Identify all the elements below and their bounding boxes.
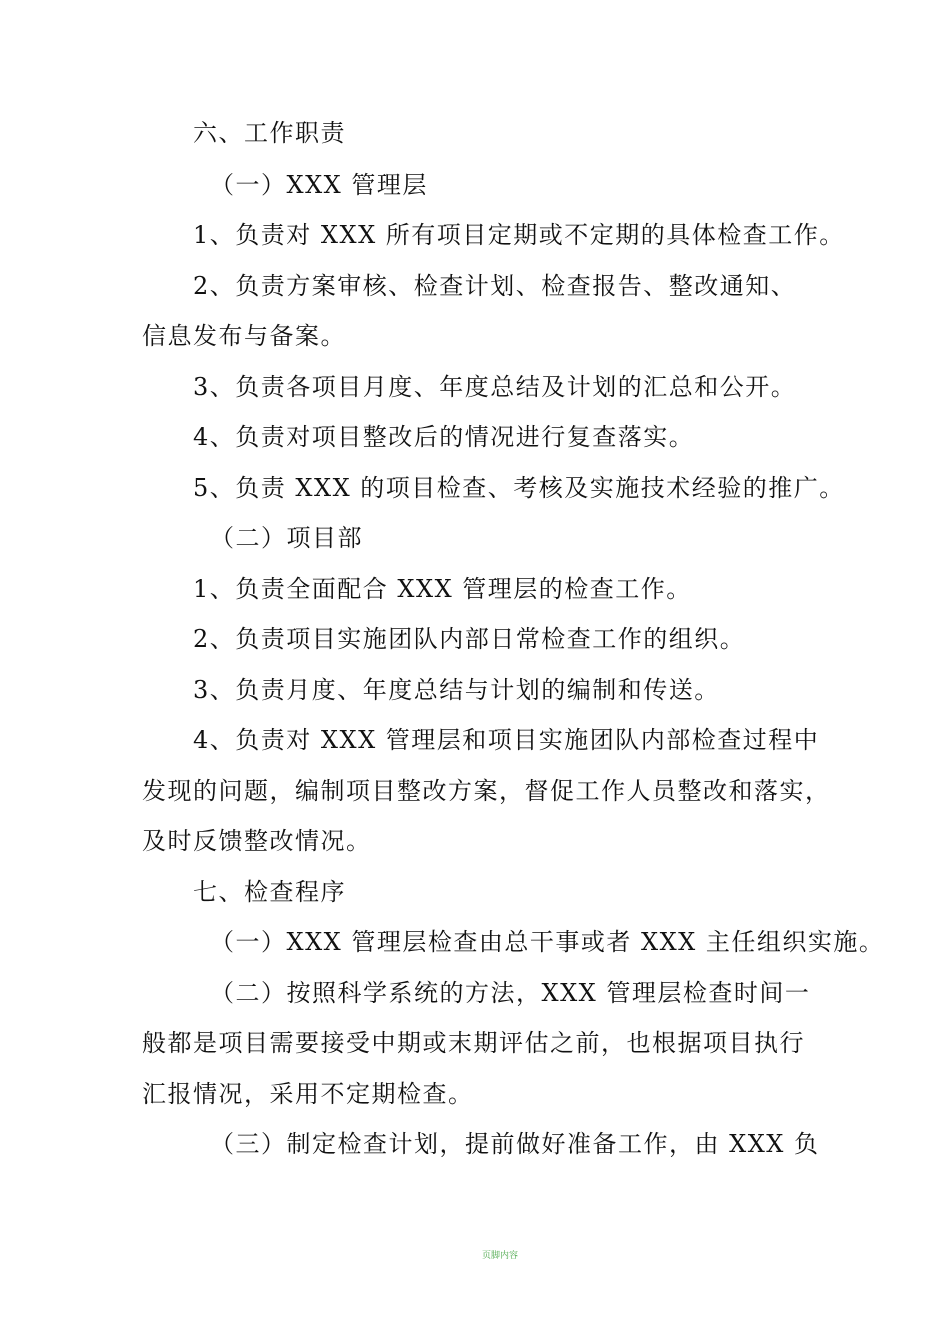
subheading-management: （一）XXX 管理层: [210, 171, 428, 199]
paragraph-line: 2、负责方案审核、检查计划、检查报告、整改通知、: [193, 272, 797, 300]
page-footer: 页脚内容: [482, 1251, 519, 1261]
paragraph-line: 信息发布与备案。: [142, 322, 346, 350]
paragraph-line: 1、负责对 XXX 所有项目定期或不定期的具体检查工作。: [193, 221, 845, 249]
paragraph-line: 3、负责各项目月度、年度总结及计划的汇总和公开。: [193, 373, 797, 401]
paragraph-line: 1、负责全面配合 XXX 管理层的检查工作。: [193, 575, 692, 603]
paragraph-line: 般都是项目需要接受中期或末期评估之前，也根据项目执行: [142, 1029, 805, 1057]
paragraph-line: （一）XXX 管理层检查由总干事或者 XXX 主任组织实施。: [210, 928, 885, 956]
paragraph-line: （三）制定检查计划，提前做好准备工作，由 XXX 负: [210, 1130, 820, 1158]
paragraph-line: 4、负责对 XXX 管理层和项目实施团队内部检查过程中: [193, 726, 820, 754]
paragraph-line: 汇报情况，采用不定期检查。: [142, 1080, 474, 1108]
paragraph-line: （二）按照科学系统的方法，XXX 管理层检查时间一: [210, 979, 811, 1007]
subheading-project-dept: （二）项目部: [210, 524, 363, 552]
section-heading-procedure: 七、检查程序: [193, 878, 346, 906]
paragraph-line: 发现的问题，编制项目整改方案，督促工作人员整改和落实，: [142, 777, 831, 805]
paragraph-line: 5、负责 XXX 的项目检查、考核及实施技术经验的推广。: [193, 474, 845, 502]
paragraph-line: 4、负责对项目整改后的情况进行复查落实。: [193, 423, 695, 451]
paragraph-line: 2、负责项目实施团队内部日常检查工作的组织。: [193, 625, 746, 653]
paragraph-line: 及时反馈整改情况。: [142, 827, 372, 855]
section-heading-duties: 六、工作职责: [193, 119, 346, 147]
paragraph-line: 3、负责月度、年度总结与计划的编制和传送。: [193, 676, 720, 704]
